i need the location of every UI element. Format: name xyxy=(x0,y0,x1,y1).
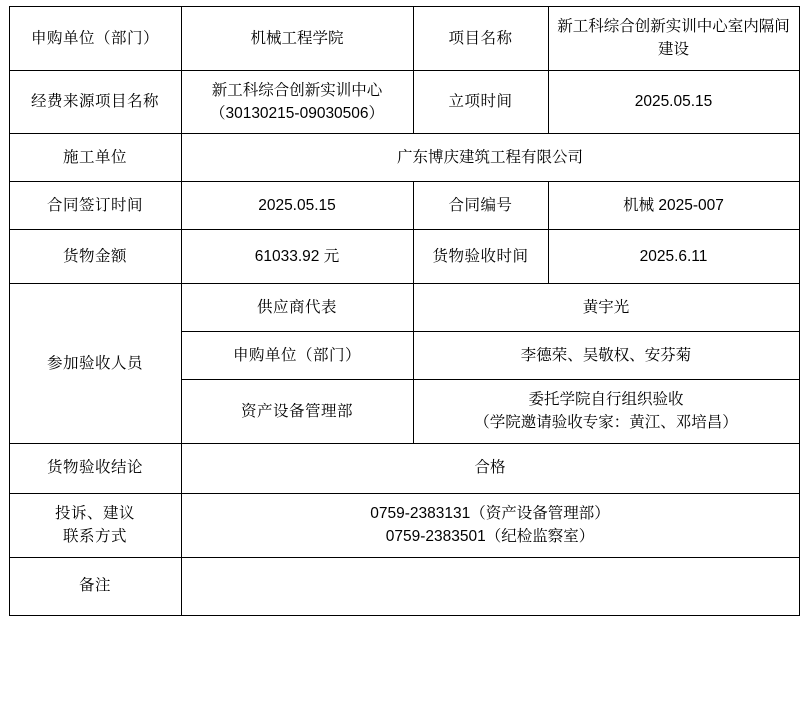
document-page xyxy=(0,6,808,707)
table-row xyxy=(9,284,799,332)
funding-source-value: 新工科综合创新实训中心（30130215-09030506） xyxy=(181,70,413,134)
conclusion-label: 货物验收结论 xyxy=(9,443,181,493)
purchasing-unit-value: 机械工程学院 xyxy=(181,7,413,71)
complaint-label xyxy=(9,493,181,557)
approval-time-label: 立项时间 xyxy=(413,70,548,134)
table-row xyxy=(9,7,799,71)
contract-sign-time-label: 合同签订时间 xyxy=(9,182,181,230)
contract-no-label: 合同编号 xyxy=(413,182,548,230)
supplier-rep-value: 黄宇光 xyxy=(413,284,799,332)
project-name-label: 项目名称 xyxy=(413,7,548,71)
complaint-label-line1: 投诉、建议 xyxy=(54,504,135,522)
purchasing-unit-label: 申购单位（部门） xyxy=(9,7,181,71)
conclusion-value: 合格 xyxy=(181,443,799,493)
acceptance-time-value: 2025.6.11 xyxy=(548,230,799,284)
table-row xyxy=(9,443,799,493)
purchasing-dept-label: 申购单位（部门） xyxy=(181,332,413,380)
table-row xyxy=(9,70,799,134)
complaint-value-line1: 0759-2383131（资产设备管理部） xyxy=(370,504,610,522)
construction-unit-value: 广东博庆建筑工程有限公司 xyxy=(181,134,799,182)
complaint-value-line2: 0759-2383501（纪检监察室） xyxy=(385,528,595,545)
complaint-label-line2: 联系方式 xyxy=(62,528,127,545)
asset-dept-value-line1: 委托学院自行组织验收 xyxy=(528,391,684,408)
table-row xyxy=(9,493,799,557)
contract-sign-time-value: 2025.05.15 xyxy=(181,182,413,230)
table-row xyxy=(9,134,799,182)
table-row xyxy=(9,182,799,230)
acceptance-table xyxy=(9,6,800,616)
funding-source-label: 经费来源项目名称 xyxy=(9,70,181,134)
goods-amount-value: 61033.92 元 xyxy=(181,230,413,284)
complaint-value xyxy=(181,493,799,557)
table-row xyxy=(9,557,799,615)
asset-dept-value-line2: （学院邀请验收专家：黄江、邓培昌） xyxy=(474,414,738,432)
contract-no-value: 机械 2025-007 xyxy=(548,182,799,230)
project-name-value: 新工科综合创新实训中心室内隔间建设 xyxy=(548,7,799,71)
remark-value xyxy=(181,557,799,615)
approval-time-value: 2025.05.15 xyxy=(548,70,799,134)
asset-dept-label: 资产设备管理部 xyxy=(181,380,413,444)
purchasing-dept-value: 李德荣、吴敬权、安芬菊 xyxy=(413,332,799,380)
acceptance-time-label: 货物验收时间 xyxy=(413,230,548,284)
supplier-rep-label: 供应商代表 xyxy=(181,284,413,332)
asset-dept-value xyxy=(413,380,799,444)
participants-label: 参加验收人员 xyxy=(9,284,181,444)
goods-amount-label: 货物金额 xyxy=(9,230,181,284)
construction-unit-label: 施工单位 xyxy=(9,134,181,182)
remark-label: 备注 xyxy=(9,557,181,615)
table-row xyxy=(9,230,799,284)
